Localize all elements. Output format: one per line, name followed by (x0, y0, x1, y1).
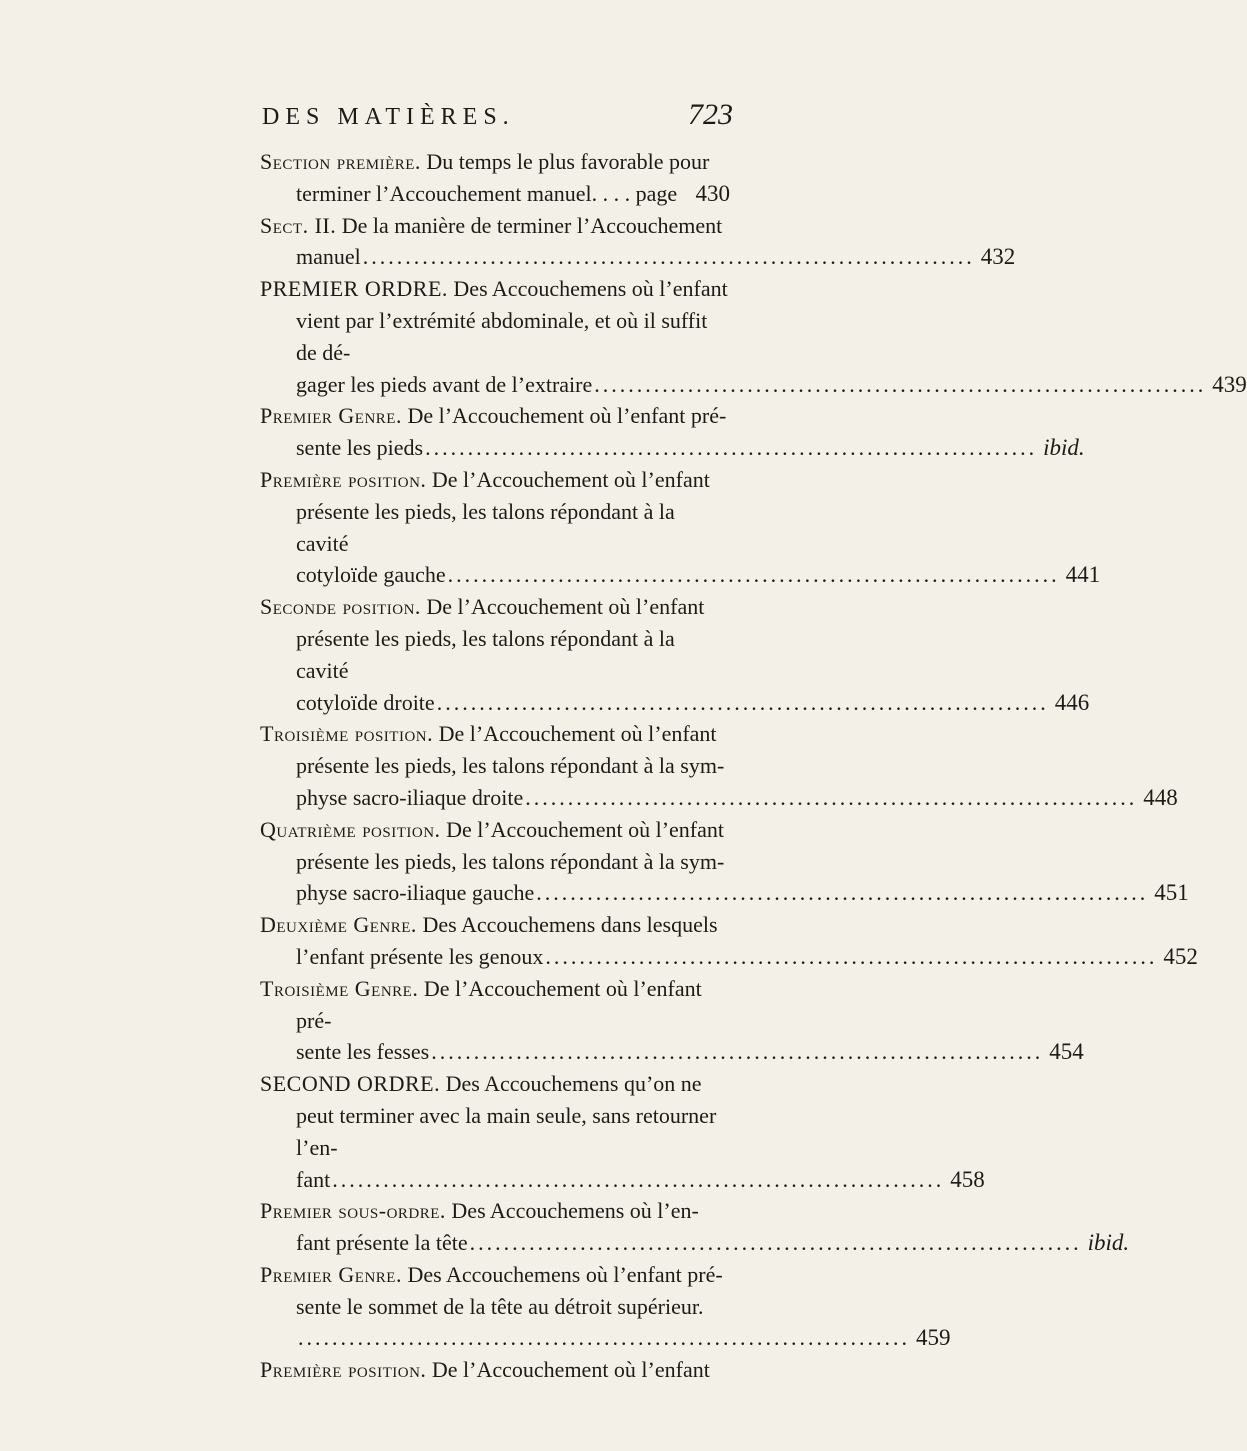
entry-heading: Troisième Genre. (260, 975, 419, 1001)
toc-entry (260, 973, 1084, 1068)
entry-page: 459 (916, 1325, 951, 1351)
entry-text: De l’Accouchement où l’enfant présente les pieds, les talons répondant à la cavité (296, 594, 705, 683)
dot-leader: ........................................................................ (362, 244, 975, 270)
entry-page: 430 (695, 180, 730, 206)
entry-tail: fant présente la tête (296, 1230, 468, 1256)
entry-heading: Quatrième position. (260, 816, 441, 842)
table-of-contents (260, 146, 1247, 1386)
dot-leader: ........................................................................ (469, 1230, 1082, 1256)
entry-tail: manuel (296, 244, 361, 270)
toc-entry (260, 273, 1247, 400)
dot-leader: ........................................................................ (594, 371, 1207, 397)
entry-tail: fant (296, 1166, 331, 1192)
entry-text: De l’Accouchement où l’enfant pré- (296, 975, 702, 1033)
entry-heading: Seconde position. (260, 594, 421, 620)
entry-page: ibid. (1043, 435, 1085, 461)
entry-tail: physe sacro-iliaque droite (296, 784, 524, 810)
dot-leader: ........................................................................ (447, 562, 1060, 588)
toc-entry (260, 400, 1085, 464)
entry-text: De l’Accouchement où l’enfant présente les pieds, les talons répondant à la cavité (296, 466, 710, 556)
toc-entry (260, 1068, 985, 1195)
entry-text: Des Accouchemens dans lesquels (422, 912, 718, 938)
header-title: DES MATIÈRES. (262, 104, 515, 130)
entry-tail: sente les pieds (296, 435, 424, 461)
entry-heading: SECOND ORDRE. (260, 1071, 441, 1097)
entry-page: 458 (950, 1166, 985, 1192)
entry-heading: Deuxième Genre. (260, 912, 417, 938)
toc-entry (260, 591, 1090, 718)
entry-heading: Première position. (260, 1357, 427, 1383)
dot-leader: ........................................................................ (545, 943, 1158, 969)
dot-leader: ........................................................................ (536, 880, 1149, 906)
entry-heading: Premier Genre. (260, 1261, 402, 1287)
dot-leader: ........................................................................ (436, 689, 1049, 715)
toc-entry (260, 909, 1198, 973)
entry-heading: Sect. II. (260, 212, 337, 238)
entry-page: 432 (980, 244, 1016, 270)
entry-heading: Premier sous-ordre. (260, 1198, 446, 1224)
toc-entry (260, 1259, 951, 1354)
entry-text: Des Accouchemens qu’on ne peut terminer avec la main seule, sans retourner l’en- (296, 1071, 717, 1160)
entry-tail: sente les fesses (296, 1039, 430, 1065)
dot-leader: ........................................................................ (431, 1039, 1044, 1065)
entry-text: De l’Accouchement où l’enfant présente les pieds, les talons répondant à la sym- (296, 816, 725, 874)
page-number: 723 (688, 98, 733, 131)
entry-heading: Première position. (260, 466, 427, 492)
entry-text: Des Accouchemens où l’enfant vient par l’extrémité abdominale, et où il suffit de dé- (296, 276, 728, 365)
toc-entry (260, 718, 1178, 813)
toc-entry (260, 210, 1016, 274)
dot-leader: ........................................................................ (425, 435, 1038, 461)
entry-text: Des Accouchemens où l’enfant pré- sente le sommet de la tête au détroit supérieur. (296, 1261, 723, 1319)
toc-entry (260, 814, 1189, 909)
entry-heading: Section première. (260, 149, 421, 174)
entry-page: 441 (1065, 562, 1101, 588)
entry-text: Des Accouchemens où l’en- (451, 1198, 699, 1224)
entry-tail: terminer l’Accouchement manuel. . . . page (296, 180, 678, 206)
entry-heading: Troisième position. (260, 721, 434, 747)
entry-heading: PREMIER ORDRE. (260, 276, 448, 302)
dot-leader: ........................................................................ (332, 1166, 945, 1192)
toc-entry (260, 464, 1101, 591)
entry-page: 448 (1143, 784, 1178, 810)
toc-entry (260, 1195, 1130, 1259)
entry-tail: l’enfant présente les genoux (296, 943, 544, 969)
entry-heading: Premier Genre. (260, 403, 402, 429)
entry-text: De l’Accouchement où l’enfant présente les pieds, les talons répondant à la sym- (296, 721, 725, 779)
toc-entry (260, 1354, 730, 1386)
entry-text: De l’Accouchement où l’enfant pré- (407, 403, 727, 429)
entry-tail: physe sacro-iliaque gauche (296, 880, 535, 906)
running-header (0, 98, 800, 144)
entry-page: 439 (1212, 371, 1247, 397)
entry-page: 454 (1049, 1039, 1084, 1065)
entry-page: 446 (1054, 689, 1090, 715)
entry-text: De la manière de terminer l’Accouchement (341, 212, 723, 238)
entry-page: ibid. (1087, 1230, 1130, 1256)
dot-leader: ........................................................................ (298, 1325, 910, 1351)
entry-page: 451 (1154, 880, 1189, 906)
entry-tail: gager les pieds avant de l’extraire (296, 371, 593, 397)
entry-tail: cotyloïde gauche (296, 562, 446, 588)
toc-entry (260, 146, 730, 210)
entry-tail: cotyloïde droite (296, 689, 435, 715)
entry-text: Du temps le plus favorable pour (426, 149, 710, 174)
entry-page: 452 (1163, 943, 1198, 969)
entry-text: De l’Accouchement où l’enfant (431, 1357, 710, 1383)
dot-leader: ........................................................................ (525, 784, 1138, 810)
